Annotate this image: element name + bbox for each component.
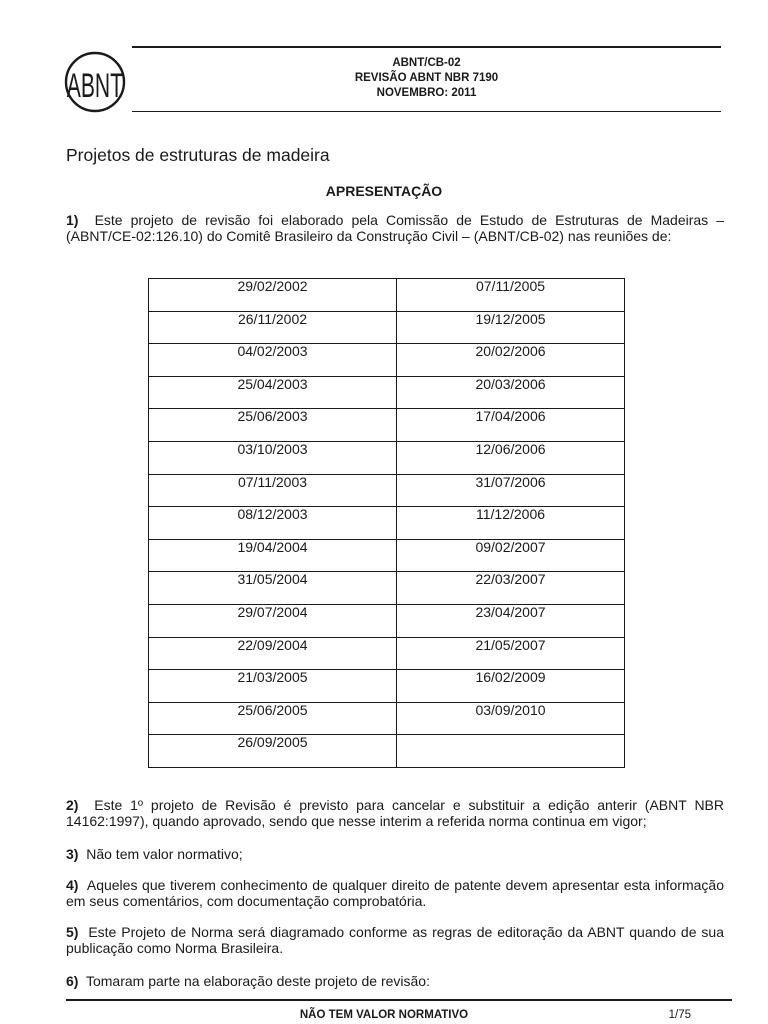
table-row [149, 507, 625, 540]
meeting-date: 11/12/2006 [475, 506, 546, 523]
paragraph-text: Aqueles que tiverem conhecimento de qualquer direito de patente devem apresentar esta informação em seus comentários, com documentação comprobatória. [66, 877, 724, 909]
meeting-date: 31/05/2004 [237, 571, 308, 588]
table-cell [397, 441, 625, 474]
table-cell [397, 376, 625, 409]
table-cell [149, 637, 397, 670]
paragraph-2 [66, 797, 724, 829]
table-cell [397, 702, 625, 735]
meeting-date: 22/03/2007 [475, 571, 546, 588]
table-row [149, 376, 625, 409]
paragraph-text: Este 1º projeto de Revisão é previsto para cancelar e substituir a edição anterir (ABNT NBR 14162:1997), quando aprovado, sendo que nesse interim a referida norma continua em vigor; [66, 797, 725, 829]
table-cell [149, 507, 397, 540]
meeting-date: 22/09/2004 [237, 636, 308, 653]
paragraph-5 [66, 924, 724, 956]
table-cell [149, 670, 397, 703]
paragraph-4 [66, 877, 724, 909]
meeting-date: 20/03/2006 [475, 375, 546, 392]
table-row [149, 344, 625, 377]
table-row [149, 279, 625, 312]
table-row [149, 604, 625, 637]
header-bottom-rule [132, 111, 721, 112]
meeting-date: 25/06/2005 [237, 701, 308, 718]
paragraph-number: 1) [66, 212, 79, 228]
paragraph-text: Este projeto de revisão foi elaborado pela Comissão de Estudo de Estruturas de Madeiras – (ABNT/CE-02:126.10) do Comitê Brasileiro da Construção Civil – (ABNT/CB-02) nas reuniões de: [66, 212, 725, 244]
meeting-date: 23/04/2007 [475, 603, 546, 620]
table-row [149, 735, 625, 768]
table-cell [397, 572, 625, 605]
meeting-date: 09/02/2007 [475, 538, 546, 555]
paragraph-1 [66, 212, 724, 244]
paragraph-text: Não tem valor normativo; [86, 846, 243, 862]
meeting-date: 26/09/2005 [237, 734, 308, 751]
footer-rule [66, 999, 732, 1001]
meeting-date: 21/05/2007 [475, 636, 546, 653]
meeting-date: 04/02/2003 [237, 343, 308, 360]
section-heading: APRESENTAÇÃO [325, 183, 443, 199]
abnt-logo [62, 47, 128, 113]
table-cell [149, 344, 397, 377]
table-row [149, 474, 625, 507]
meeting-date: 26/11/2002 [237, 310, 308, 327]
table-cell [149, 441, 397, 474]
header-committee: ABNT/CB-02 [392, 57, 461, 69]
meeting-date: 08/12/2003 [237, 506, 308, 523]
table-cell [149, 409, 397, 442]
meeting-date: 03/10/2003 [237, 440, 308, 457]
paragraph-3 [66, 846, 724, 862]
meeting-date: 29/07/2004 [237, 603, 308, 620]
table-cell [397, 279, 625, 312]
meeting-date: 21/03/2005 [237, 669, 308, 686]
meeting-dates-table [148, 278, 625, 768]
meeting-date: 31/07/2006 [475, 473, 546, 490]
meeting-date: 07/11/2005 [475, 278, 546, 294]
table-cell [397, 311, 625, 344]
table-cell [149, 604, 397, 637]
header-top-rule [132, 46, 721, 48]
table-cell [397, 637, 625, 670]
meeting-date: 16/02/2009 [475, 669, 546, 686]
paragraph-number: 2) [66, 797, 79, 813]
table-cell [397, 735, 625, 768]
meeting-date: 07/11/2003 [237, 473, 308, 490]
meeting-date: 20/02/2006 [475, 343, 546, 360]
table-cell [397, 474, 625, 507]
meeting-date: 03/09/2010 [475, 701, 546, 718]
table-cell [149, 702, 397, 735]
table-cell [397, 409, 625, 442]
paragraph-6 [66, 973, 724, 989]
table-cell [397, 539, 625, 572]
meeting-date: 25/06/2003 [237, 408, 308, 425]
table-row [149, 637, 625, 670]
table-cell [149, 735, 397, 768]
logo-text: ABNT [66, 65, 123, 105]
table-cell [149, 279, 397, 312]
table-row [149, 409, 625, 442]
paragraph-text: Tomaram parte na elaboração deste projeto de revisão: [85, 973, 430, 989]
paragraph-number: 5) [66, 924, 79, 940]
table-row [149, 441, 625, 474]
meeting-date: 29/02/2002 [237, 278, 308, 294]
table-cell [149, 572, 397, 605]
table-row [149, 702, 625, 735]
table-cell [149, 539, 397, 572]
table-row [149, 670, 625, 703]
table-cell [397, 604, 625, 637]
table-cell [397, 670, 625, 703]
page-number: 1/75 [668, 1009, 691, 1021]
header-date: NOVEMBRO: 2011 [376, 87, 477, 99]
paragraph-number: 4) [66, 877, 79, 893]
table-cell [149, 311, 397, 344]
table-cell [149, 474, 397, 507]
document-title: Projetos de estruturas de madeira [66, 145, 330, 165]
header-revision: REVISÃO ABNT NBR 7190 [354, 72, 499, 84]
paragraph-text: Este Projeto de Norma será diagramado conforme as regras de editoração da ABNT quando de sua publicação como Norma Brasileira. [66, 924, 724, 956]
paragraph-number: 3) [66, 846, 79, 862]
table-row [149, 539, 625, 572]
meeting-date: 25/04/2003 [237, 375, 308, 392]
table-row [149, 572, 625, 605]
meeting-date: 19/04/2004 [237, 538, 308, 555]
meeting-date: 17/04/2006 [475, 408, 546, 425]
footer-notice: NÃO TEM VALOR NORMATIVO [299, 1009, 469, 1021]
meeting-date: 19/12/2005 [475, 310, 546, 327]
table-row [149, 311, 625, 344]
table-cell [397, 344, 625, 377]
paragraph-number: 6) [66, 973, 79, 989]
table-cell [397, 507, 625, 540]
meeting-date: 12/06/2006 [475, 440, 546, 457]
table-cell [149, 376, 397, 409]
